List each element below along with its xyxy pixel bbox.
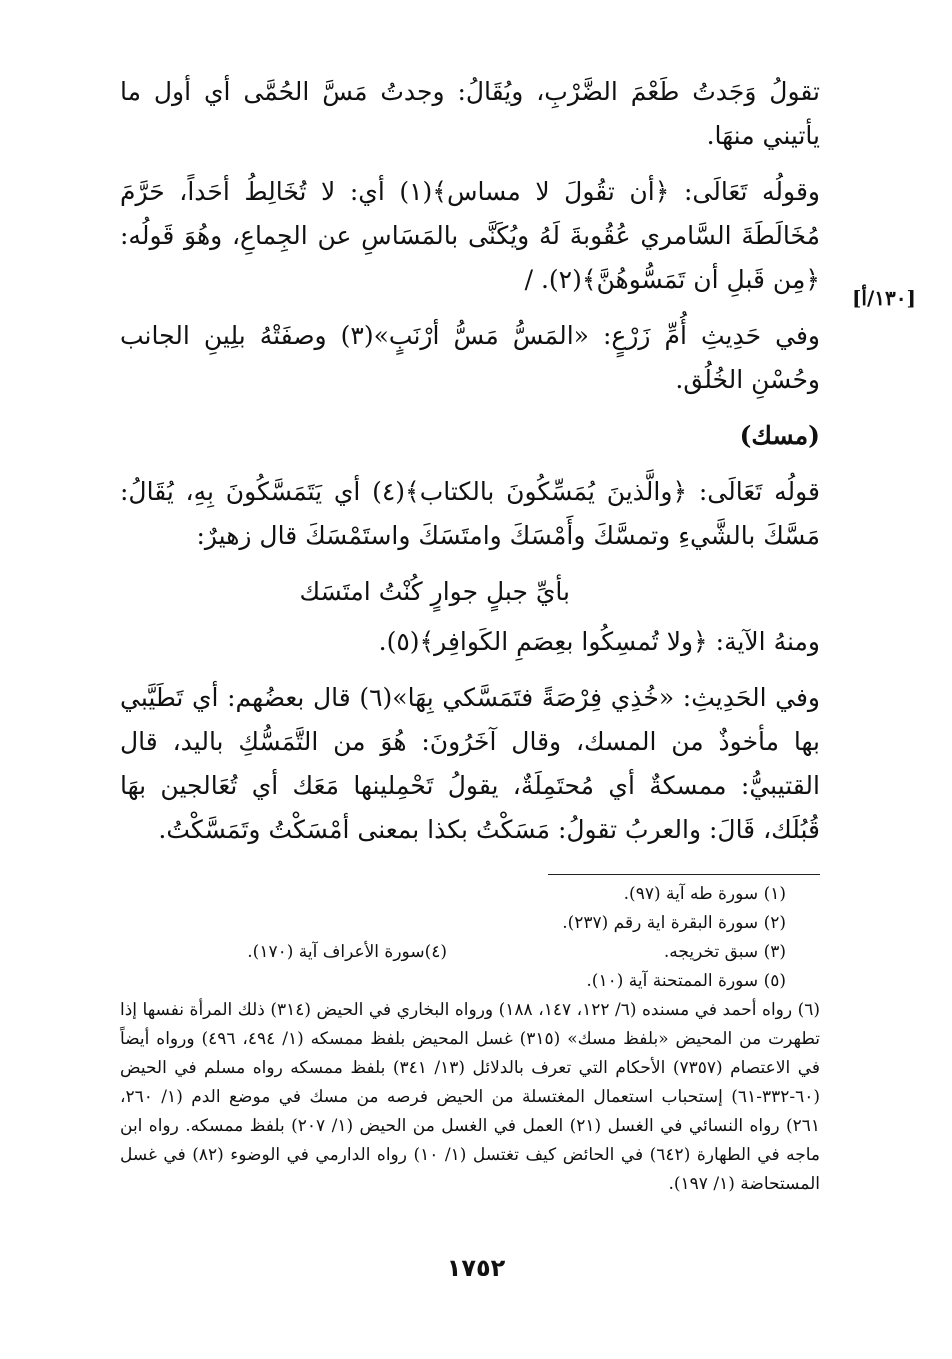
footnotes bbox=[120, 880, 820, 1199]
footnote-2: (٢) سورة البقرة اية رقم (٢٣٧). bbox=[562, 913, 786, 933]
paragraph-4: قولُه تَعَالَى: ﴿والَّذينَ يُمَسِّكُونَ بالكتاب﴾(٤) أي يَتَمَسَّكُونَ بِهِ، يُقَالُ: مَسَّكَ بالشَّيءِ وتمسَّكَ وأَمْسَكَ وامتَسَكَ واستَمْسَكَ قال زهيرٌ: bbox=[120, 477, 820, 550]
paragraph-3: وفي حَدِيثِ أُمِّ زَرْعٍ: «المَسُّ مَسُّ أرْنَبٍ»(٣) وصفَتْهُ بلِينِ الجانب وحُسْنِ الخُلُق. bbox=[120, 321, 820, 394]
footnote-6: (٦) رواه أحمد في مسنده (٦/ ١٢٢، ١٤٧، ١٨٨) ورواه البخاري في الحيض (٣١٤) ذلك المرأة نفسها إذا تطهرت من المحيض «بلفظ مسك» (٣١٥) غسل المحيض بلفظ ممسكه (١/ ٤٩٤، ٤٩٦) ورواه أيضاً في الاعتصام (٧٣٥٧) الأحكام التي تعرف بالدلائل (١٣/ ٣٤١) بلفظ ممسكه رواه مسلم في الحيض (٦٠-٣٣٢-٦١) إستحباب استعمال المغتسلة من الحيض فرصه من مسك في موضع الدم (١/ ٢٦٠، ٢٦١) رواه النسائي في الغسل (٢١) العمل في الغسل من الحيض (١/ ٢٠٧) بلفظ ممسكه. رواه ابن ماجه في الطهارة (٦٤٢) في الحائض كيف تغتسل (١/ ١٠) رواه الدارمي في الوضوء (٨٢) في غسل المستحاضة (١/ ١٩٧). bbox=[120, 1000, 821, 1194]
poetry-verse: بأيِّ جبلٍ جوارٍ كُنْتُ امتَسَك bbox=[299, 577, 570, 606]
paragraph-5: ومنهُ الآية: ﴿ولا تُمسِكُوا بعِصَمِ الكَوافِر﴾(٥). bbox=[378, 627, 820, 656]
footnote-4: (٤)سورة الأعراف آية (١٧٠). bbox=[247, 942, 447, 962]
footnote-5: (٥) سورة الممتحنة آية (١٠). bbox=[586, 971, 786, 991]
footnote-row-3-4 bbox=[120, 938, 820, 967]
footnote-3: (٣) سبق تخريجه. bbox=[663, 942, 786, 962]
paragraph-2: وقولُه تَعَالَى: ﴿أن تقُولَ لا مساس﴾(١) أي: لا تُخَالِطُ أحَداً، حَرَّمَ مُخَالَطَةَ السَّامري عُقُوبةَ لَهُ ويُكَنَّى بالمَسَاسِ عن الجِماعِ، وهُوَ قَولُه: ﴿مِن قَبلِ أن تَمَسُّوهُنَّ﴾(٢). / bbox=[120, 177, 820, 294]
paragraph-6: وفي الحَدِيثِ: «خُذِي فِرْصَةً فتَمَسَّكي بِهَا»(٦) قال بعضُهم: أي تَطَيَّبي بها مأخوذٌ من المسك، وقال آخَرُونَ: هُوَ من التَّمَسُّكِ باليد، قال القتيبيُّ: ممسكةٌ أي مُحتَمِلَةٌ، يقولُ تَحْمِلينها مَعَك أي تُعَالجين بهَا قُبُلَك، قَالَ: والعربُ تقولُ: مَسَكْتُ بكذا بمعنى أمْسَكْتُ وتَمَسَّكْتُ. bbox=[120, 683, 820, 844]
paragraph-1: تقولُ وَجَدتُ طَعْمَ الضَّرْبِ، ويُقَالُ: وجدتُ مَسَّ الحُمَّى أي أول ما يأتيني منهَا. bbox=[120, 77, 820, 150]
footnote-separator bbox=[548, 874, 820, 875]
main-text bbox=[120, 70, 820, 864]
footnote-1: (١) سورة طه آية (٩٧). bbox=[623, 884, 786, 904]
page-number: ١٧٥٢ bbox=[446, 1254, 506, 1282]
manuscript-folio-note: [١٣٠/أ] bbox=[851, 286, 916, 310]
entry-heading: (مسك) bbox=[739, 421, 820, 450]
